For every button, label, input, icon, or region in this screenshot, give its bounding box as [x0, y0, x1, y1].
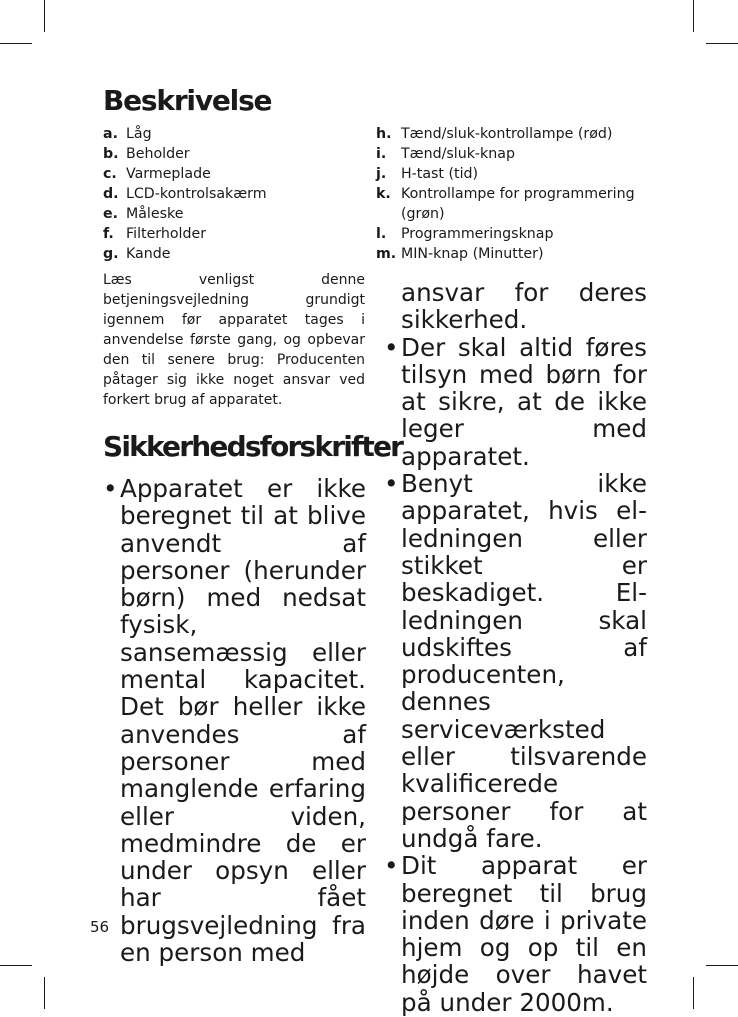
part-item: [376, 124, 648, 144]
part-label: MIN-knap (Minutter): [401, 246, 544, 262]
crop-mark: [706, 965, 738, 966]
part-letter: e.: [103, 206, 119, 222]
bullet: •: [384, 332, 399, 362]
part-letter: i.: [376, 146, 387, 162]
part-label: Låg: [126, 126, 152, 142]
part-letter: g.: [103, 246, 119, 262]
crop-mark: [693, 977, 694, 1009]
part-letter: j.: [376, 166, 387, 182]
part-item: [103, 204, 353, 224]
crop-mark: [0, 43, 32, 44]
part-letter: k.: [376, 186, 391, 202]
part-letter: a.: [103, 126, 118, 142]
part-label: Tænd/sluk-knap: [401, 146, 515, 162]
part-letter: f.: [103, 226, 114, 242]
safety-item-text: Benyt ikke apparatet, hvis el-ledningen eller stikket er beskadiget. El-ledningen skal udskiftes af producenten, dennes serviceværksted eller tilsvarende kvalificerede personer for at undgå fare.: [401, 469, 647, 853]
section-title-safety: Sikkerhedsforskrifter: [103, 430, 403, 463]
bullet: •: [384, 469, 399, 499]
part-item: [103, 144, 353, 164]
part-label: Beholder: [126, 146, 190, 162]
safety-item: [384, 470, 647, 852]
part-letter: l.: [376, 226, 387, 242]
parts-list-left: [103, 124, 353, 264]
part-item: [376, 184, 648, 224]
part-label: Tænd/sluk-kontrollampe (rød): [401, 126, 613, 142]
safety-list-left: [103, 475, 366, 966]
safety-item-text: Der skal altid føres tilsyn med børn for at sikre, at de ikke leger med apparatet.: [401, 332, 647, 471]
part-item: [103, 184, 353, 204]
part-item: [103, 244, 353, 264]
part-letter: b.: [103, 146, 119, 162]
page-number: 56: [90, 918, 110, 936]
crop-mark: [706, 43, 738, 44]
bullet: •: [103, 474, 118, 503]
crop-mark: [0, 965, 32, 966]
bullet: •: [384, 851, 399, 881]
part-label: Varmeplade: [126, 166, 211, 182]
part-item: [103, 124, 353, 144]
parts-list-right: [376, 124, 648, 264]
crop-mark: [44, 0, 45, 32]
part-letter: h.: [376, 126, 392, 142]
crop-mark: [693, 0, 694, 32]
part-item: [103, 224, 353, 244]
part-label: Måleske: [126, 206, 184, 222]
intro-paragraph: Læs venligst denne betjeningsvejledning grundigt igennem før apparatet tages i anvendelse første gang, og opbevar den til senere brug: Producenten påtager sig ikke noget ansvar ved forkert brug af apparatet.: [103, 272, 365, 408]
part-label: Kontrollampe for programmering (grøn): [401, 186, 635, 222]
safety-item-text: Dit apparat er beregnet til brug inden døre i private hjem og op til en højde over havet på under 2000m.: [401, 851, 647, 1017]
safety-item: [103, 475, 366, 966]
safety-item-continuation: ansvar for deres sikkerhed.: [401, 278, 647, 335]
part-item: [376, 244, 648, 264]
section-title-description: Beskrivelse: [103, 84, 272, 117]
part-label: LCD-kontrolsakærm: [126, 186, 267, 202]
safety-list-right: [384, 279, 647, 1016]
part-letter: m.: [376, 246, 397, 262]
safety-item: [384, 852, 647, 1016]
crop-mark: [44, 977, 45, 1009]
part-letter: d.: [103, 186, 119, 202]
part-label: Filterholder: [126, 226, 207, 242]
part-letter: c.: [103, 166, 117, 182]
part-label: Kande: [126, 246, 171, 262]
part-label: Programmeringsknap: [401, 226, 554, 242]
part-label: H-tast (tid): [401, 166, 479, 182]
part-item: [376, 144, 648, 164]
part-item: [103, 164, 353, 184]
part-item: [376, 164, 648, 184]
safety-item: [384, 334, 647, 470]
safety-item-text: Apparatet er ikke beregnet til at blive anvendt af personer (herunder børn) med nedsat fysisk, sansemæssig eller mental kapacitet. Det bør heller ikke anvendes af personer med manglende erfaring eller viden, medmindre de er under opsyn eller har fået brugsvejledning fra en person med: [120, 474, 366, 968]
part-item: [376, 224, 648, 244]
